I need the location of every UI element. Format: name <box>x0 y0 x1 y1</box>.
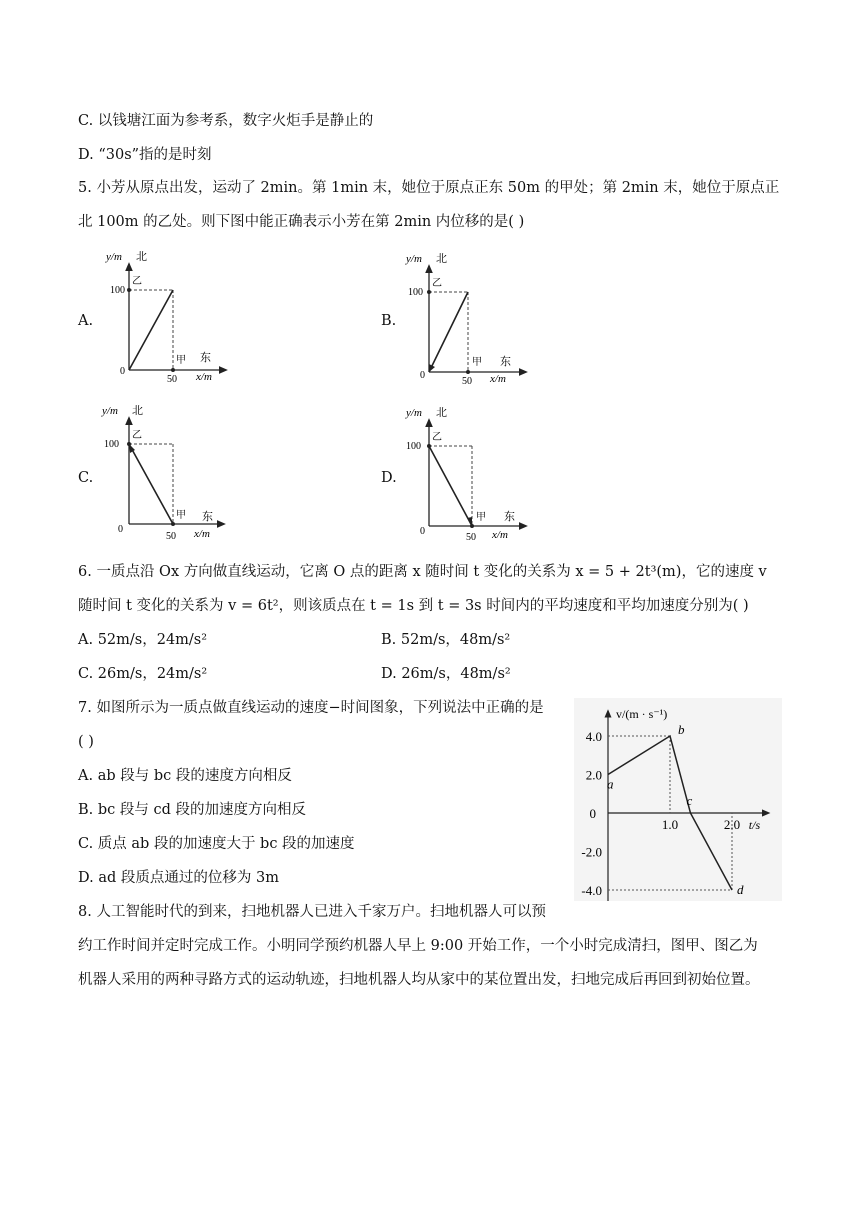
q7-option-a: A. ab 段与 bc 段的速度方向相反 <box>78 768 292 784</box>
x-axis-label: t/s <box>748 818 761 832</box>
q6-option-c: C. 26m/s，24m/s² <box>78 666 208 682</box>
x-tick-50: 50 <box>466 532 476 543</box>
q6-stem-line2: 随时间 t 变化的关系为 v = 6t²，则该质点在 t = 1s 到 t = 3s 时间内的平均速度和平均加速度分别为( ) <box>78 598 749 614</box>
q7-option-c: C. 质点 ab 段的加速度大于 bc 段的加速度 <box>78 836 355 852</box>
q5-option-a-label: A. <box>78 313 94 329</box>
y-label: y/m <box>102 405 118 417</box>
point-label-b: b <box>678 722 685 737</box>
q7-option-d: D. ad 段质点通过的位移为 3m <box>78 870 279 886</box>
q6-option-b: B. 52m/s，48m/s² <box>381 632 511 648</box>
yi-label: 乙 <box>432 278 442 289</box>
y-tick-label: 4.0 <box>585 729 602 744</box>
velocity-time-chart <box>574 698 782 901</box>
q5-option-b-label: B. <box>381 313 397 329</box>
y-tick-100: 100 <box>110 285 125 296</box>
graph-d <box>396 402 536 547</box>
q5-option-d-label: D. <box>381 470 397 486</box>
x-label: x/m <box>490 373 506 385</box>
point-label-c: c <box>686 793 693 808</box>
x-label: x/m <box>196 371 212 383</box>
yi-label: 乙 <box>432 432 442 443</box>
y-tick-label: -4.0 <box>581 883 602 898</box>
graph-b <box>396 248 536 388</box>
x-tick-50: 50 <box>167 374 177 385</box>
point-label-a: a <box>607 776 614 792</box>
y-tick-label: 2.0 <box>585 767 602 783</box>
east-label: 东 <box>500 356 511 368</box>
q7-stem-line1: 7. 如图所示为一质点做直线运动的速度−时间图象，下列说法中正确的是 <box>78 700 544 716</box>
displacement-line <box>429 446 472 526</box>
q8-stem-line1: 8. 人工智能时代的到来，扫地机器人已进入千家万户。扫地机器人可以预 <box>78 904 546 920</box>
x-tick-50: 50 <box>462 376 472 387</box>
yi-label: 乙 <box>132 276 142 287</box>
jia-label: 甲 <box>476 512 486 523</box>
displacement-line <box>129 290 173 370</box>
displacement-line <box>129 444 173 524</box>
north-label: 北 <box>436 253 447 265</box>
east-label: 东 <box>200 352 211 364</box>
q5-stem-line2: 北 100m 的乙处。则下图中能正确表示小芳在第 2min 内位移的是( ) <box>78 214 525 230</box>
origin-label: 0 <box>118 524 123 535</box>
graph-c <box>96 402 236 547</box>
yi-label: 乙 <box>132 430 142 441</box>
origin-label: 0 <box>120 366 125 377</box>
q8-stem-line2: 约工作时间并定时完成工作。小明同学预约机器人早上 9:00 开始工作，一个小时完成清扫，图甲、图乙为 <box>78 938 758 954</box>
x-label: x/m <box>194 528 210 540</box>
jia-label: 甲 <box>176 510 186 521</box>
y-tick-100: 100 <box>104 439 119 450</box>
q5-option-c-label: C. <box>78 470 94 486</box>
north-label: 北 <box>132 405 143 417</box>
displacement-line <box>429 292 468 372</box>
y-label: y/m <box>406 253 422 265</box>
y-axis-label: v/(m · s⁻¹) <box>616 707 668 721</box>
option-c-text: C. 以钱塘江面为参考系，数字火炬手是静止的 <box>78 113 374 129</box>
q6-option-a: A. 52m/s，24m/s² <box>78 632 208 648</box>
y-label: y/m <box>406 407 422 419</box>
east-label: 东 <box>504 511 515 523</box>
y-tick-100: 100 <box>406 441 421 452</box>
q7-stem-line2: ( ) <box>78 734 94 750</box>
north-label: 北 <box>136 251 147 263</box>
q8-stem-line3: 机器人采用的两种寻路方式的运动轨迹，扫地机器人均从家中的某位置出发，扫地完成后再回到初始位置。 <box>78 972 760 988</box>
jia-label: 甲 <box>176 355 186 366</box>
y-label: y/m <box>106 251 122 263</box>
jia-label: 甲 <box>472 357 482 368</box>
option-d-text: D. “30s”指的是时刻 <box>78 147 212 163</box>
q7-option-b: B. bc 段与 cd 段的加速度方向相反 <box>78 802 307 818</box>
q6-stem-line1: 6. 一质点沿 Ox 方向做直线运动，它离 O 点的距离 x 随时间 t 变化的关系为 x = 5 + 2t³(m)，它的速度 v <box>78 564 767 580</box>
x-tick-label: 0 <box>589 806 596 821</box>
point-label-d: d <box>737 882 744 897</box>
x-tick-label: 2.0 <box>723 817 741 832</box>
origin-label: 0 <box>420 526 425 537</box>
q6-option-d: D. 26m/s，48m/s² <box>381 666 511 682</box>
y-tick-label: -2.0 <box>581 844 602 860</box>
north-label: 北 <box>436 407 447 419</box>
x-label: x/m <box>492 529 508 541</box>
y-tick-100: 100 <box>408 287 423 298</box>
east-label: 东 <box>202 511 213 523</box>
q5-stem-line1: 5. 小芳从原点出发，运动了 2min。第 1min 末，她位于原点正东 50m 的甲处；第 2min 末，她位于原点正 <box>78 180 780 196</box>
graph-a <box>96 246 236 386</box>
x-tick-50: 50 <box>166 531 176 542</box>
origin-label: 0 <box>420 370 425 381</box>
x-tick-label: 1.0 <box>661 817 679 832</box>
